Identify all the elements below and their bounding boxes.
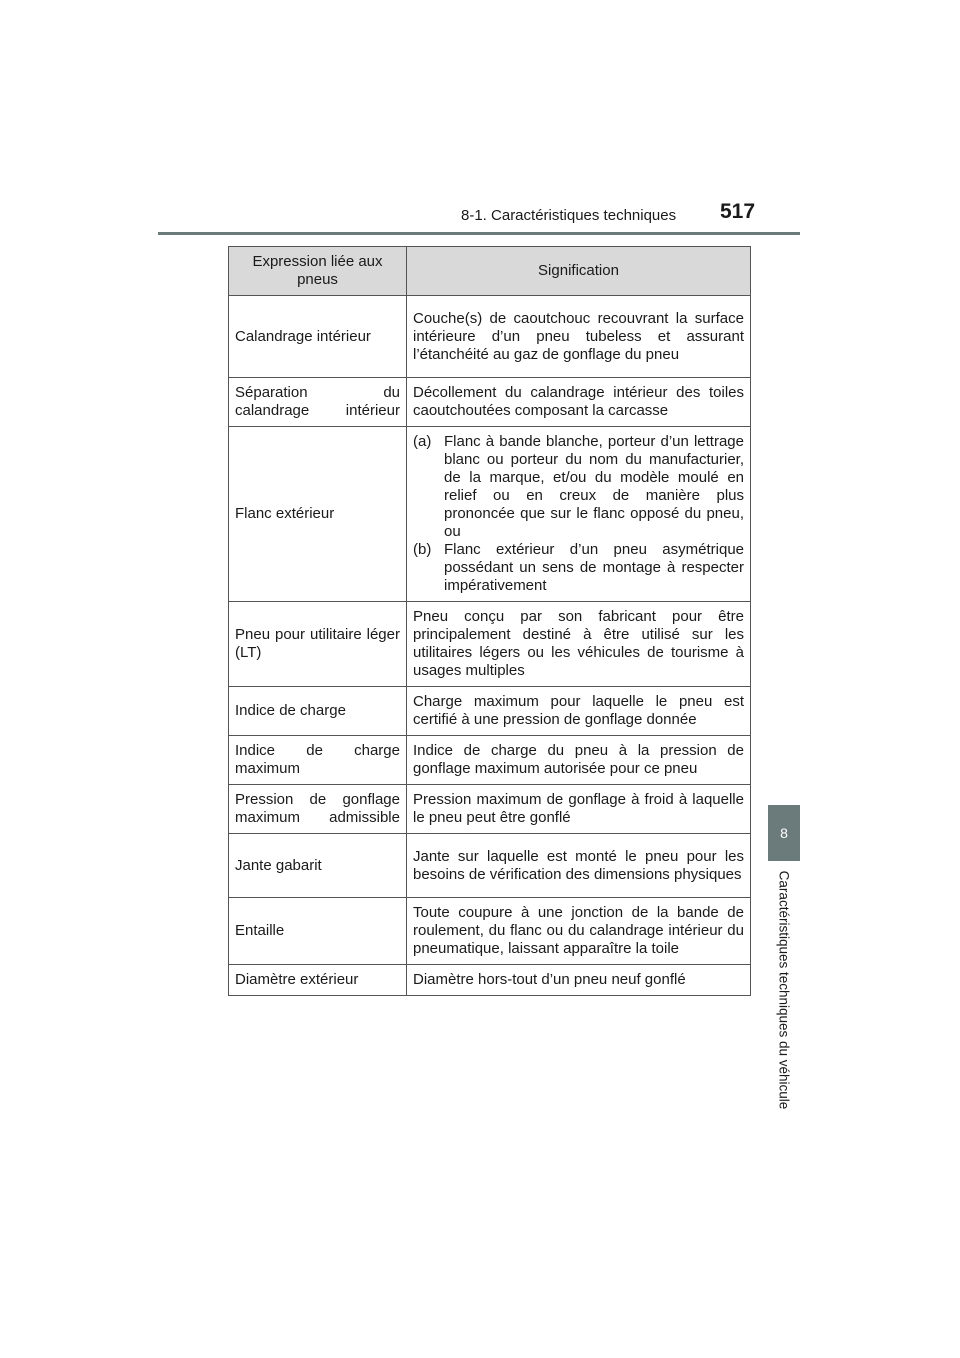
list-item-text: Flanc à bande blanche, porteur d’un lettrage blanc ou porteur du nom du manufacturier, de la marque, et/ou du modèle moulé en relief ou en creux de manière plus prononcée que sur le flanc opposé du pneu, ou (444, 433, 744, 540)
definition-cell (407, 427, 751, 602)
table-row (229, 834, 751, 898)
list-item (413, 541, 744, 595)
definition-cell: Pression maximum de gonflage à froid à laquelle le pneu peut être gonflé (407, 785, 751, 834)
chapter-tab: 8 (768, 805, 800, 861)
section-title: 8-1. Caractéristiques techniques (461, 207, 677, 224)
definition-cell: Couche(s) de caoutchouc recouvrant la surface intérieure d’un pneu tubeless et assurant l’étanchéité au gaz de gonflage du pneu (407, 296, 751, 378)
list-marker: (a) (413, 433, 432, 450)
term-cell: Diamètre extérieur (229, 965, 407, 996)
term-cell: Jante gabarit (229, 834, 407, 898)
term-cell: Calandrage intérieur (229, 296, 407, 378)
term-cell: Entaille (229, 898, 407, 965)
definition-cell: Charge maximum pour laquelle le pneu est certifié à une pression de gonflage donnée (407, 687, 751, 736)
list-marker: (b) (413, 541, 432, 558)
list-item (413, 433, 744, 541)
table-row (229, 427, 751, 602)
term-cell: Pneu pour utilitaire léger (LT) (229, 602, 407, 687)
table-row (229, 687, 751, 736)
definition-cell: Pneu conçu par son fabricant pour être principalement destiné à être utilisé sur les utilitaires légers ou les véhicules de tourisme à usages multiples (407, 602, 751, 687)
definition-cell: Décollement du calandrage intérieur des toiles caoutchoutées composant la carcasse (407, 378, 751, 427)
term-cell: Séparation du calandrage intérieur (229, 378, 407, 427)
table-row (229, 736, 751, 785)
column-header-meaning: Signification (407, 247, 751, 296)
column-header-term: Expression liée aux pneus (229, 247, 407, 296)
term-cell: Pression de gonflage maximum admissible (229, 785, 407, 834)
definition-cell: Toute coupure à une jonction de la bande de roulement, du flanc ou du calandrage intérieur du pneumatique, laissant apparaître la toile (407, 898, 751, 965)
term-cell: Flanc extérieur (229, 427, 407, 602)
table-row (229, 965, 751, 996)
table-row (229, 378, 751, 427)
table-header-row (229, 247, 751, 296)
tire-terms-table (228, 246, 751, 996)
table-row (229, 898, 751, 965)
table-row (229, 602, 751, 687)
page-number: 517 (720, 200, 756, 223)
definition-cell: Diamètre hors-tout d’un pneu neuf gonflé (407, 965, 751, 996)
list-item-text: Flanc extérieur d’un pneu asymétrique possédant un sens de montage à respecter impérativement (444, 541, 744, 594)
table-row (229, 785, 751, 834)
term-cell: Indice de charge maximum (229, 736, 407, 785)
definition-cell: Jante sur laquelle est monté le pneu pour les besoins de vérification des dimensions physiques (407, 834, 751, 898)
table-row (229, 296, 751, 378)
term-cell: Indice de charge (229, 687, 407, 736)
definition-list (413, 433, 744, 595)
chapter-title-vertical: Caractéristiques techniques du véhicule (776, 870, 792, 1110)
definition-cell: Indice de charge du pneu à la pression de gonflage maximum autorisée pour ce pneu (407, 736, 751, 785)
header-divider (158, 232, 800, 235)
